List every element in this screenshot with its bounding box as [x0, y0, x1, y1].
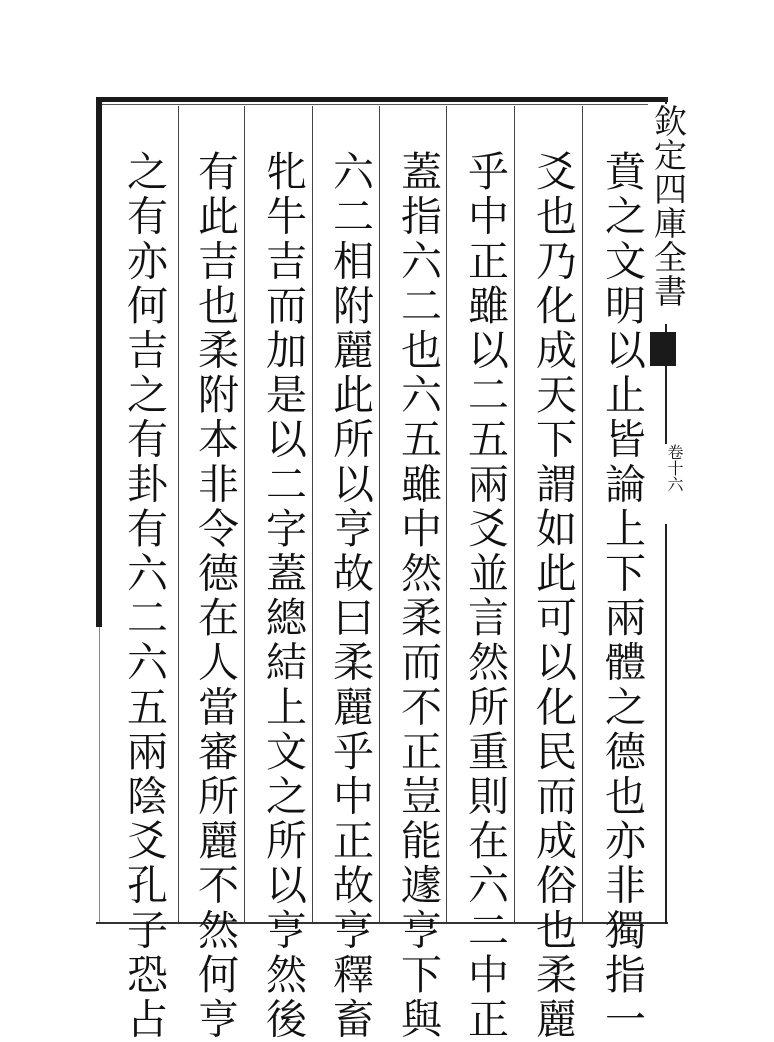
frame-left-border [96, 97, 102, 627]
text-column-3: 乎中正雖以二五兩爻並言然所重則在六二中正 [461, 150, 509, 1042]
column-rule [178, 106, 179, 922]
text-column-1: 賁之文明以止皆論上下兩體之德也亦非獨指一 [598, 150, 646, 1042]
text-column-4: 蓋指六二也六五雖中然柔而不正豈能遽亨下與 [394, 150, 442, 1042]
text-column-8: 之有亦何吉之有卦有六二六五兩陰爻孔子恐占 [120, 150, 168, 1042]
frame-top-inner-line [96, 104, 668, 105]
text-column-5: 六二相附麗此所以亨故曰柔麗乎中正故亨釋畜 [326, 150, 374, 1042]
margin-juan-number: 卷十六 [664, 444, 684, 524]
text-column-7: 有此吉也柔附本非令德在人當審所麗不然何亨 [191, 150, 239, 1042]
frame-top-border [96, 97, 668, 102]
margin-title: 欽定四庫全書 [648, 104, 688, 324]
frame-left-border-lower [99, 627, 100, 922]
text-column-6: 牝牛吉而加是以二字蓋總結上文之所以亨然後 [259, 150, 307, 1042]
text-column-2: 爻也乃化成天下謂如此可以化民而成俗也柔麗 [529, 150, 577, 1042]
